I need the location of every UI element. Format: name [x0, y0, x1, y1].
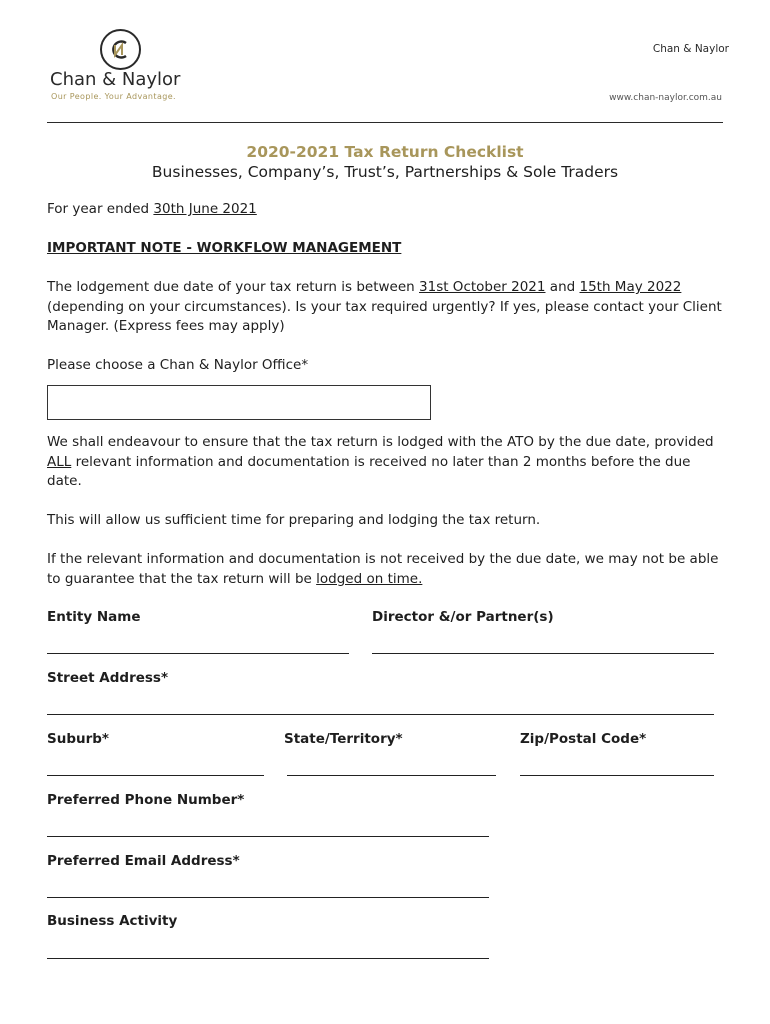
lodgement-date-1: 31st October 2021: [419, 279, 546, 295]
guarantee-text: If the relevant information and documentation is not received by the due date, we may not be able to guarantee that the tax return will be: [47, 551, 719, 587]
suburb-label: Suburb*: [47, 731, 109, 747]
guarantee-underlined: lodged on time.: [316, 570, 423, 587]
header-website-link[interactable]: www.chan-naylor.com.au: [609, 93, 722, 103]
entity-name-label: Entity Name: [47, 609, 141, 625]
office-select-field[interactable]: [47, 385, 431, 420]
lodgement-date-2: 15th May 2022: [579, 279, 682, 295]
zip-postal-label: Zip/Postal Code*: [520, 731, 647, 747]
zip-postal-field[interactable]: [520, 775, 714, 776]
page-title: 2020-2021 Tax Return Checklist: [246, 143, 524, 161]
director-partner-label: Director &/or Partner(s): [372, 609, 554, 625]
business-activity-field[interactable]: [47, 958, 489, 959]
year-ended-prefix: For year ended: [47, 201, 154, 217]
header-company-name: Chan & Naylor: [652, 43, 729, 55]
brand-name: Chan & Naylor: [50, 69, 181, 90]
office-prompt: Please choose a Chan & Naylor Office*: [47, 357, 309, 373]
phone-label: Preferred Phone Number*: [47, 792, 245, 808]
email-label: Preferred Email Address*: [47, 853, 240, 869]
endeavour-text-1: We shall endeavour to ensure that the tax return is lodged with the ATO by the due date, provided: [47, 434, 714, 450]
important-note-heading: [47, 239, 727, 259]
lodgement-text-2: and: [545, 279, 580, 295]
important-note: IMPORTANT NOTE - WORKFLOW MANAGEMENT: [47, 240, 402, 256]
endeavour-paragraph: [47, 433, 727, 492]
year-ended-date: 30th June 2021: [153, 201, 257, 217]
lodgement-paragraph: [47, 278, 727, 337]
phone-field[interactable]: [47, 836, 489, 837]
brand-tagline: Our People. Your Advantage.: [51, 92, 176, 101]
suburb-field[interactable]: [47, 775, 264, 776]
lodgement-text-3: (depending on your circumstances). Is your tax required urgently? If yes, please contact your Client Manager. (Express fees may apply): [47, 298, 722, 334]
logo-icon: [100, 29, 141, 70]
business-activity-label: Business Activity: [47, 913, 178, 929]
lodgement-text-1: The lodgement due date of your tax return is between: [47, 279, 420, 295]
state-territory-label: State/Territory*: [284, 731, 403, 747]
street-address-label: Street Address*: [47, 670, 169, 686]
guarantee-paragraph: [47, 550, 727, 589]
page-subtitle: Businesses, Company’s, Trust’s, Partnerships & Sole Traders: [151, 163, 619, 181]
state-territory-field[interactable]: [287, 775, 496, 776]
endeavour-text-2: relevant information and documentation is received no later than 2 months before the due date.: [47, 453, 691, 489]
street-address-field[interactable]: [47, 714, 714, 715]
director-partner-field[interactable]: [372, 653, 714, 654]
email-field[interactable]: [47, 897, 489, 898]
endeavour-all: ALL: [47, 453, 72, 470]
header-divider: [47, 122, 723, 123]
year-ended-text: [47, 200, 727, 220]
entity-name-field[interactable]: [47, 653, 349, 654]
sufficient-time-text: This will allow us sufficient time for preparing and lodging the tax return.: [47, 512, 541, 528]
